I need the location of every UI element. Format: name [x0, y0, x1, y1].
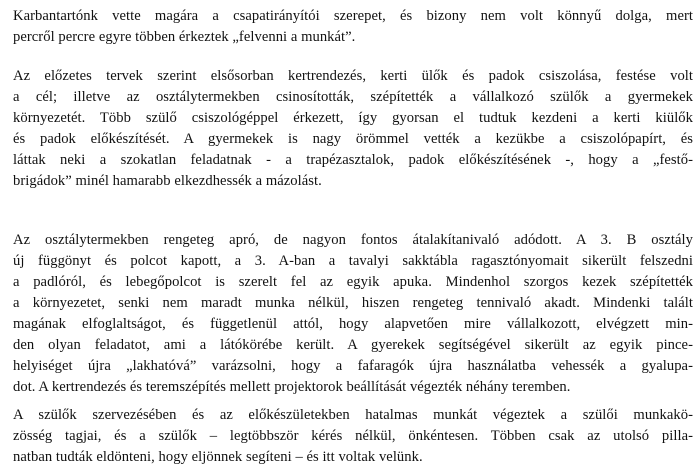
- text-line: zösség tagjai, és a szülők – legtöbbször kérés nélkül, önkéntesen. Többen csak az utolsó pilla-: [13, 428, 693, 444]
- text-line: Karbantartónk vette magára a csapatirányítói szerepet, és bizony nem volt könnyű dolga, mert: [13, 8, 693, 24]
- text-line: magának elfoglaltságot, és függetlenül attól, hogy alapvetően mire vállalkozott, elvégzett min-: [13, 316, 693, 332]
- text-line: dot. A kertrendezés és teremszépítés mellett projektorok beállítását végezték néhány teremben.: [13, 379, 571, 395]
- paragraph-1: [13, 6, 693, 48]
- text-line: környezetét. Több szülő csiszológéppel érkezett, így gyorsan el tudtuk kezdeni a kerti kiülők: [13, 110, 693, 126]
- paragraph-2: [13, 66, 693, 192]
- text-line: A szülők szervezésében és az előkészületekben hatalmas munkát végeztek a szülői munkakö-: [13, 407, 693, 423]
- text-line: a padlóról, és lebegőpolcot is szerelt fel az egyik apuka. Mindenhol szorgos kezek szépítették: [13, 274, 693, 290]
- text-line: a környezetet, senki nem maradt munka nélkül, hiszen rengeteg tennivaló akadt. Mindenki talált: [13, 295, 693, 311]
- text-line: percről percre egyre többen érkeztek „felvenni a munkát”.: [13, 29, 356, 45]
- paragraph-4: [13, 405, 693, 468]
- text-line: den olyan feladatot, ami a látókörébe került. A gyerekek segítségével sikerült az egyik pince-: [13, 337, 693, 353]
- paragraph-3: [13, 230, 693, 398]
- text-line: és padok előkészítését. A gyermekek is nagy örömmel vették a kezükbe a csiszolópapírt, és: [13, 131, 693, 147]
- text-line: láttak neki a szokatlan feladatnak - a trapézasztalok, padok előkészítésének -, hogy a „festő-: [13, 152, 693, 168]
- text-line: Az előzetes tervek szerint elsősorban kertrendezés, kerti ülők és padok csiszolása, festése volt: [13, 68, 693, 84]
- text-line-with-caret[interactable]: helyiséget újra „lakhatóvá” varázsolni, hogy a fafaragók újra használatba vehessék a gyalupa-: [13, 358, 693, 374]
- text-line: a cél; illetve az osztálytermekben csinosították, szépítették a vállalkozó szülők a gyermekek: [13, 89, 693, 105]
- text-line: új függönyt és polcot kapott, a 3. A-ban a tavalyi sakktábla ragasztónyomait sikerült felszedni: [13, 253, 693, 269]
- text-line: brigádok” minél hamarabb elkezdhessék a mázolást.: [13, 173, 322, 189]
- text-line: natban tudták eldönteni, hogy eljönnek segíteni – és itt voltak velünk.: [13, 449, 423, 465]
- text-line: Az osztálytermekben rengeteg apró, de nagyon fontos átalakítanivaló adódott. A 3. B osztály: [13, 232, 693, 248]
